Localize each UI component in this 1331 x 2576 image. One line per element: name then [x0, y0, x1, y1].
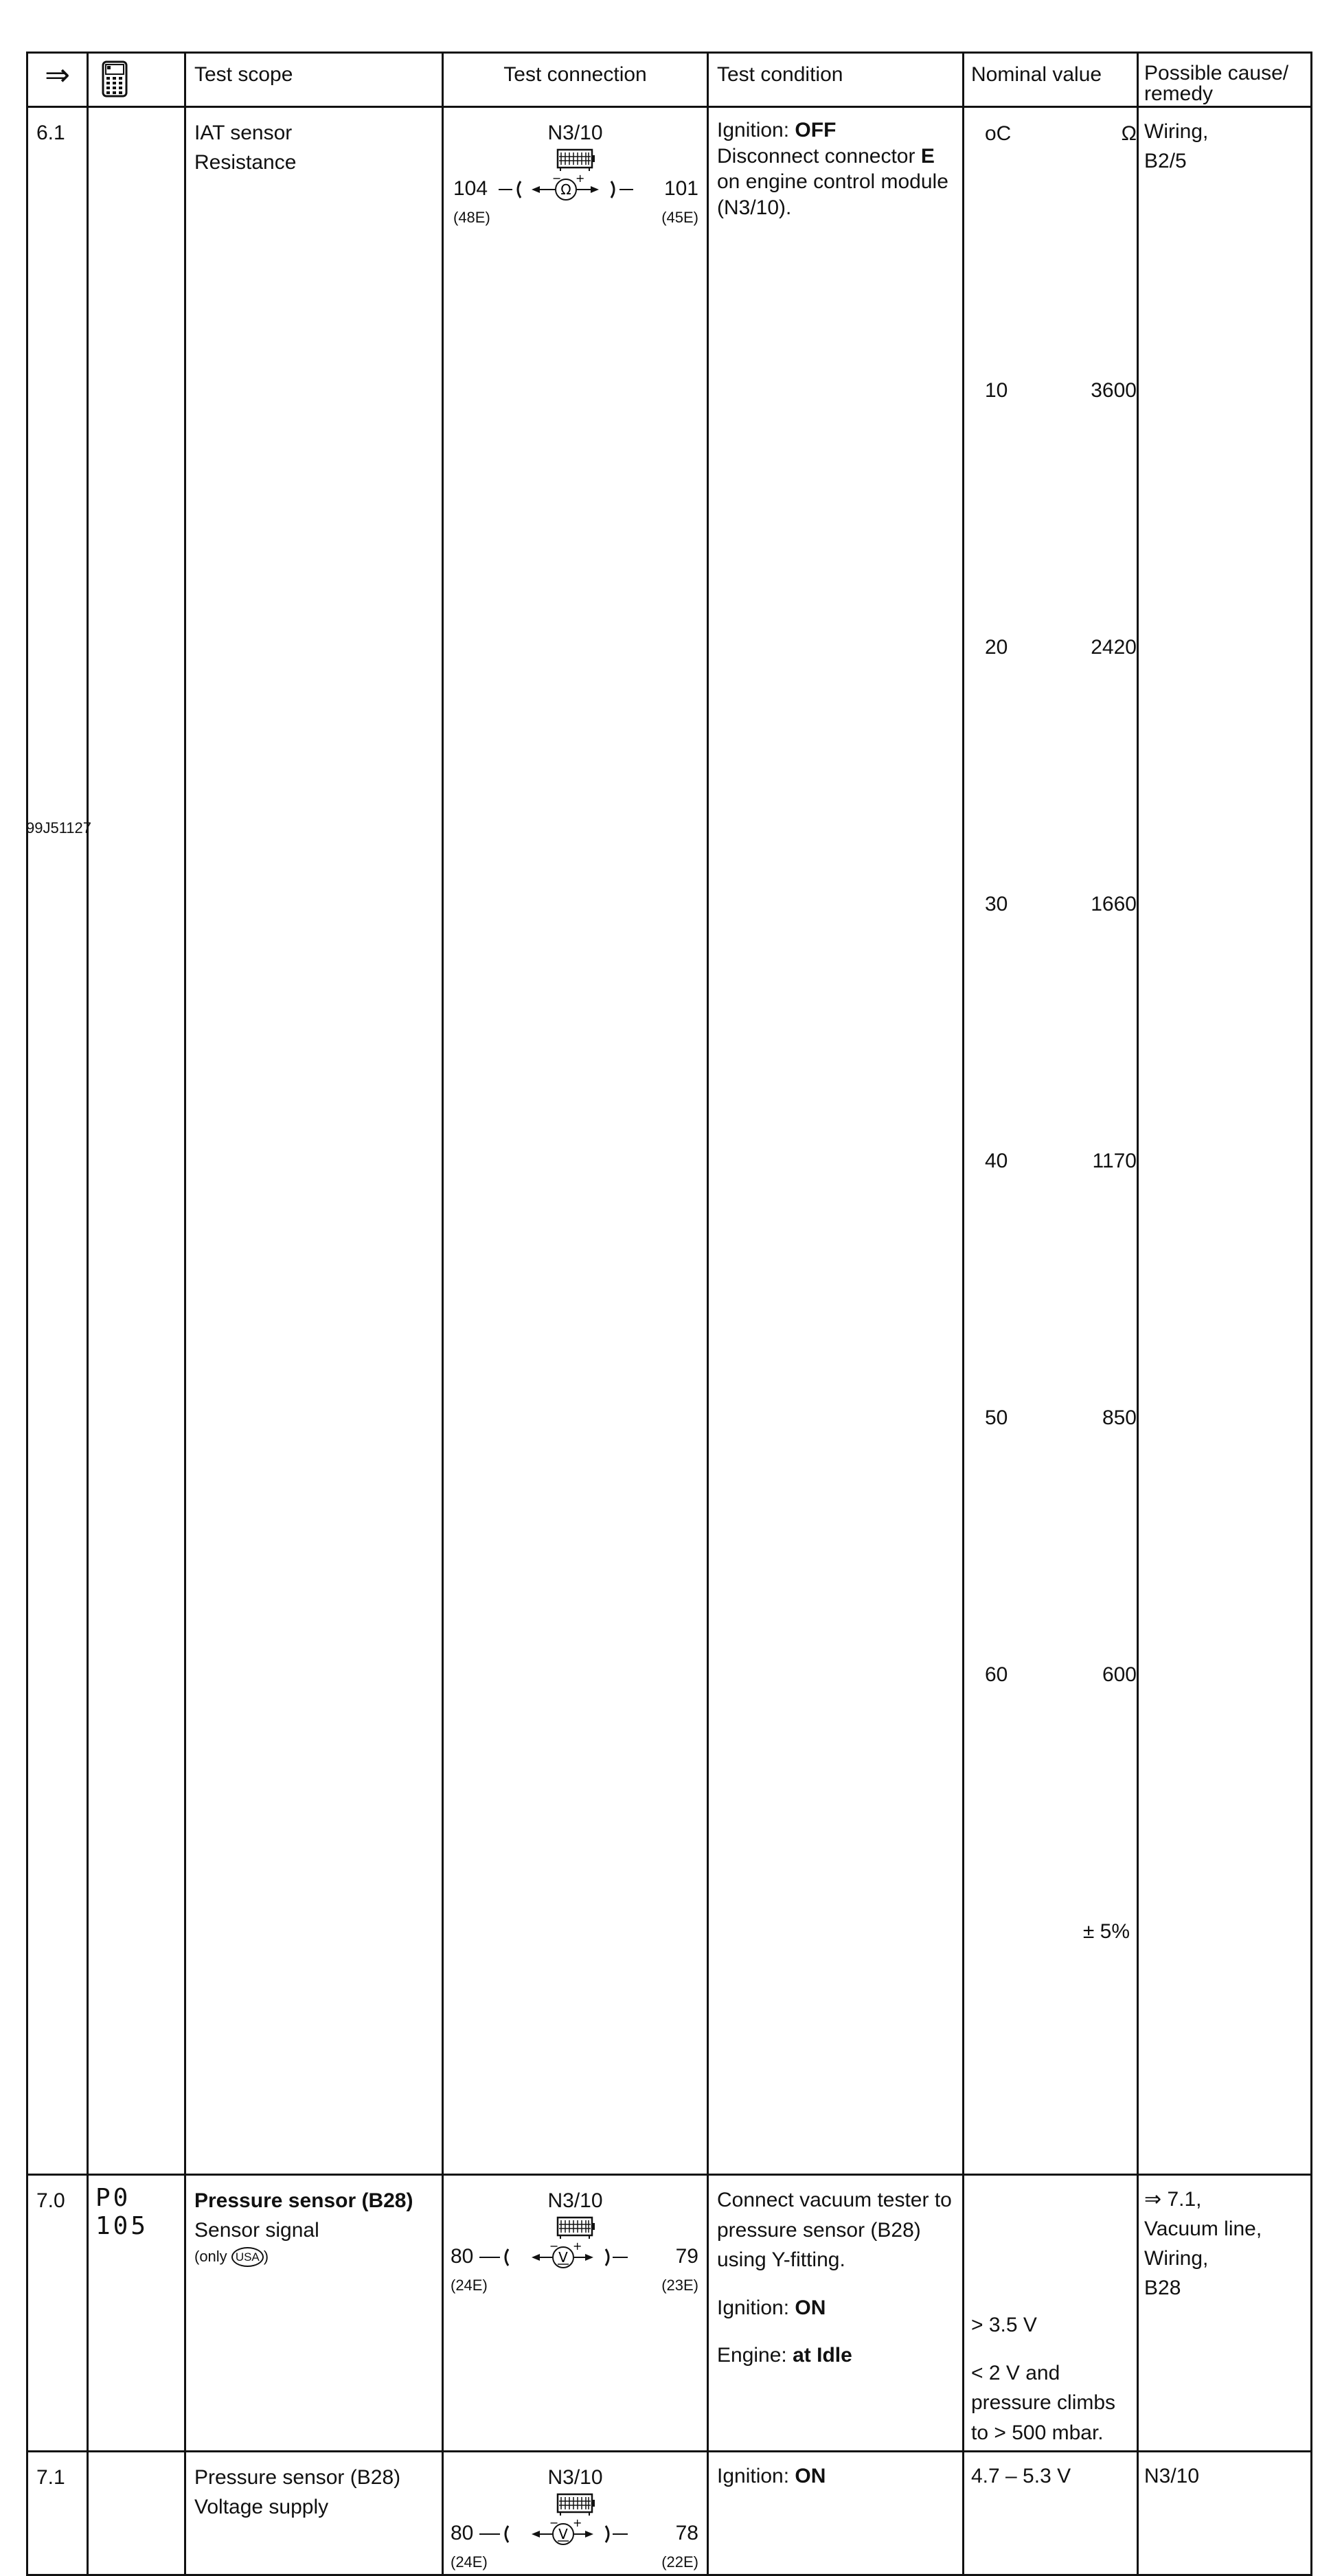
table-row	[27, 2175, 1312, 2452]
connection-diagram	[444, 108, 707, 229]
left-pin-sub: (24E)	[451, 2553, 488, 2571]
cause-item: B2/5	[1144, 149, 1187, 172]
header-arrow-cell	[27, 53, 88, 107]
test-table	[26, 52, 1312, 2576]
usa-badge: USA	[231, 2247, 264, 2267]
module-label: N3/10	[547, 122, 603, 144]
engine-label: Engine:	[717, 2344, 787, 2367]
right-pin-sub: (23E)	[661, 2276, 698, 2294]
left-pin-sub: (24E)	[451, 2276, 488, 2294]
header-test-scope: Test scope	[185, 53, 443, 107]
condition-line1: Disconnect connector	[717, 144, 915, 168]
step-number: 7.0	[36, 2189, 65, 2212]
nominal-on: > 3.5 V	[971, 2314, 1037, 2336]
engine-value: at Idle	[793, 2344, 852, 2367]
table-row	[27, 2452, 1312, 2575]
header-test-condition: Test condition	[708, 53, 964, 107]
svg-text:V: V	[558, 2248, 568, 2266]
voltmeter-probe-icon	[478, 2239, 629, 2272]
nominal-idle: < 2 V and pressure climbs to > 500 mbar.	[971, 2361, 1116, 2444]
scope-note: (only USA )	[194, 2246, 435, 2268]
svg-text:−: −	[549, 2516, 559, 2529]
voltmeter-probe-icon	[478, 2516, 629, 2549]
nominal-value: 4.7 – 5.3 V	[971, 2465, 1071, 2487]
header-row	[27, 53, 1312, 107]
cause-item: Wiring,	[1144, 2246, 1209, 2270]
svg-text:−: −	[549, 2239, 559, 2253]
right-pin-sub: (45E)	[661, 208, 698, 226]
cause-item: Vacuum line,	[1144, 2217, 1262, 2240]
left-pin: 104	[453, 176, 488, 200]
left-pin: 80	[451, 2244, 474, 2268]
resistance-table: oC Ω 10 3600 20 2420 30 1660 40 1170 50 850 60 600 ± 5%	[985, 119, 1137, 2174]
step-number: 6.1	[36, 122, 65, 144]
right-pin-sub: (22E)	[661, 2553, 698, 2571]
svg-text:+: +	[576, 171, 585, 185]
ignition-value: OFF	[795, 119, 837, 141]
arrow-icon: ⇒	[45, 58, 70, 92]
document-id: 99J51127	[26, 819, 92, 836]
ohmmeter-probe-icon	[497, 171, 635, 205]
ignition-label: Ignition:	[717, 119, 790, 141]
scope-title: Pressure sensor (B28)	[194, 2189, 413, 2212]
header-tester-cell	[88, 53, 185, 107]
header-test-connection: Test connection	[443, 53, 708, 107]
ignition-value: ON	[795, 2296, 826, 2319]
fault-code: P0 105	[95, 2184, 149, 2240]
svg-text:−: −	[552, 171, 562, 185]
cause-item: N3/10	[1144, 2465, 1200, 2487]
tolerance: ± 5%	[1082, 1920, 1130, 1943]
module-label: N3/10	[547, 2189, 603, 2212]
diagnostic-tester-icon	[101, 60, 128, 98]
ignition-value: ON	[795, 2465, 826, 2487]
ecu-connector-icon	[555, 2493, 596, 2516]
scope-sub: Sensor signal	[194, 2218, 319, 2242]
header-nominal-value: Nominal value	[964, 53, 1138, 107]
cause-item: Wiring,	[1144, 120, 1209, 143]
step-number: 7.1	[36, 2466, 65, 2489]
ignition-label: Ignition:	[717, 2465, 790, 2487]
svg-text:Ω: Ω	[560, 181, 571, 198]
left-pin-sub: (48E)	[453, 208, 490, 226]
right-pin: 79	[675, 2244, 698, 2268]
right-pin: 78	[675, 2521, 698, 2544]
scope-title: Pressure sensor (B28)	[194, 2466, 401, 2489]
table-row	[27, 107, 1312, 2175]
ecu-connector-icon	[555, 148, 596, 172]
scope-sub: Resistance	[194, 150, 297, 174]
fault-code	[89, 2452, 184, 2461]
connection-diagram	[444, 2452, 707, 2574]
svg-text:+: +	[573, 2516, 582, 2529]
module-label: N3/10	[547, 2466, 603, 2489]
right-pin: 101	[663, 176, 698, 200]
scope-sub: Voltage supply	[194, 2495, 329, 2518]
condition-line2: on engine control module (N3/10).	[717, 170, 948, 219]
cause-item: ⇒ 7.1,	[1144, 2188, 1202, 2211]
cause-item: B28	[1144, 2276, 1181, 2299]
connector-label: E	[920, 144, 935, 168]
svg-text:+: +	[573, 2239, 582, 2253]
svg-text:V: V	[558, 2525, 568, 2542]
condition-text: Connect vacuum tester to pressure sensor (B28) using Y-fitting.	[717, 2189, 952, 2271]
connection-diagram	[444, 2176, 707, 2297]
ignition-label: Ignition:	[717, 2296, 790, 2319]
ecu-connector-icon	[555, 2216, 596, 2239]
scope-title: IAT sensor	[194, 122, 293, 144]
left-pin: 80	[451, 2521, 474, 2544]
fault-code	[89, 108, 184, 116]
header-possible-cause: Possible cause/ remedy	[1138, 53, 1312, 107]
